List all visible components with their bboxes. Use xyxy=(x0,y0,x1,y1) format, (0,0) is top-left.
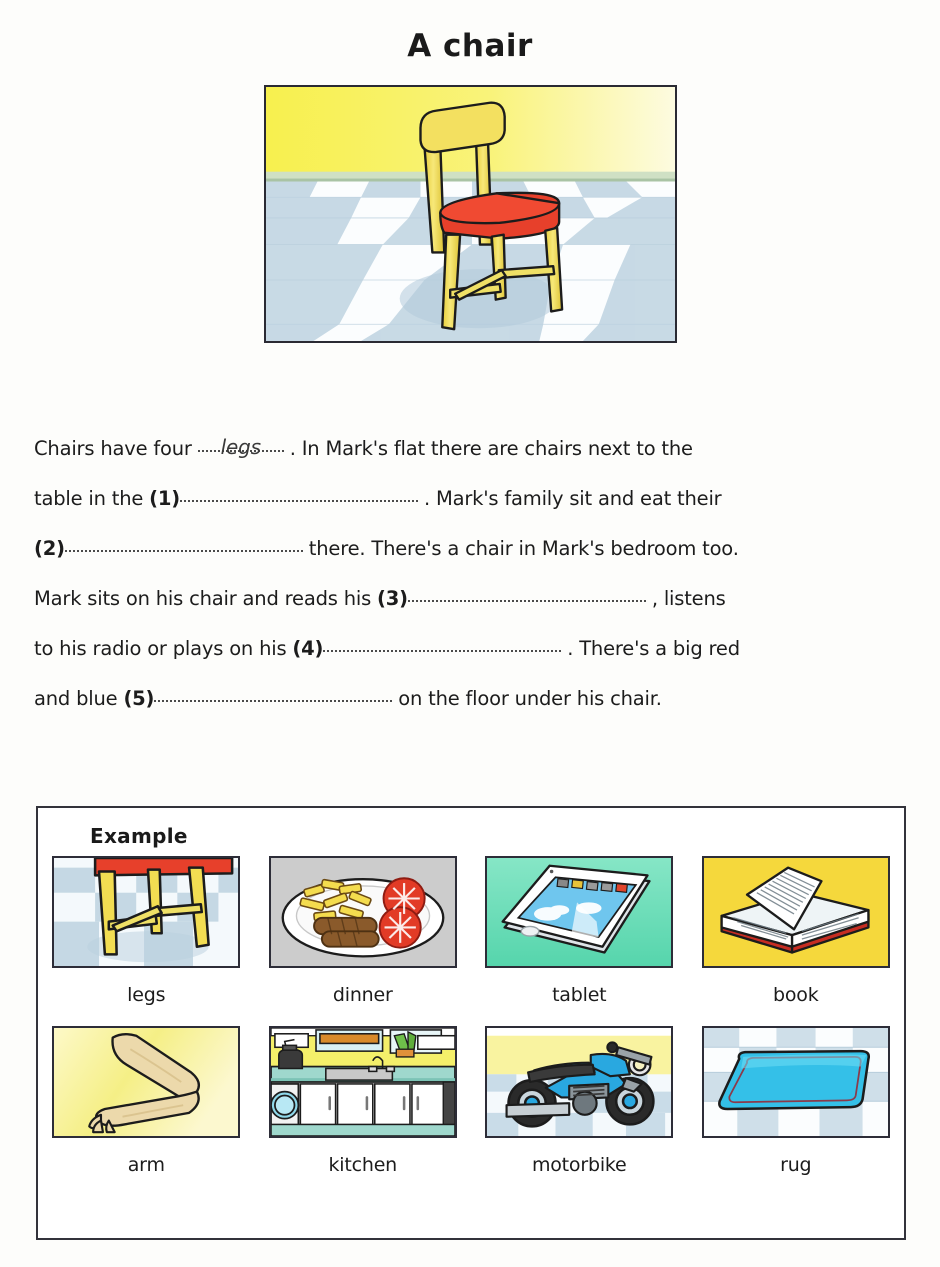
line6-text-b: on the floor under his chair. xyxy=(392,687,662,710)
word-bank-label: arm xyxy=(127,1154,165,1176)
line6-text-a: and blue xyxy=(34,687,124,710)
word-bank-label: book xyxy=(772,984,819,1006)
chair-illustration xyxy=(264,85,677,343)
arm-icon xyxy=(52,1026,240,1138)
word-bank-item-legs[interactable] xyxy=(38,856,255,1026)
blank-number-5: (5) xyxy=(123,687,155,710)
word-bank-label: rug xyxy=(780,1154,812,1176)
word-bank-label: motorbike xyxy=(531,1154,627,1176)
word-bank-label: kitchen xyxy=(328,1154,398,1176)
cloze-paragraph xyxy=(34,423,906,724)
word-bank-grid xyxy=(38,856,904,1196)
dinner-plate-icon xyxy=(269,856,457,968)
word-bank-label: dinner xyxy=(332,984,393,1006)
line4-text-b: , listens xyxy=(645,587,726,610)
line3-text-a: there. There's a chair in Mark's bedroom too. xyxy=(302,537,739,560)
blank-field-4[interactable] xyxy=(323,650,561,652)
word-bank-label: legs xyxy=(127,984,166,1006)
handwritten-answer: legs xyxy=(220,435,261,459)
paragraph-line-4 xyxy=(34,574,906,624)
blank-number-2: (2) xyxy=(34,537,65,560)
word-bank-item-tablet[interactable] xyxy=(471,856,688,1026)
paragraph-line-3 xyxy=(34,524,906,574)
word-bank-item-rug[interactable] xyxy=(688,1026,905,1196)
word-bank-item-dinner[interactable] xyxy=(255,856,472,1026)
line2-text-a: table in the xyxy=(34,487,150,510)
blank-field-2[interactable] xyxy=(65,550,303,552)
word-bank-label: tablet xyxy=(552,984,607,1006)
line5-text-b: . There's a big red xyxy=(561,637,740,660)
page-title: A chair xyxy=(407,28,533,64)
paragraph-line-1 xyxy=(34,423,906,474)
word-bank-item-motorbike[interactable] xyxy=(471,1026,688,1196)
blank-number-1: (1) xyxy=(149,487,180,510)
kitchen-icon xyxy=(269,1026,457,1138)
open-book-icon xyxy=(702,856,890,968)
word-bank-item-arm[interactable] xyxy=(38,1026,255,1196)
chair-illustration-svg xyxy=(266,87,675,341)
line1-text-a: Chairs have four xyxy=(34,437,198,460)
blank-field-1[interactable] xyxy=(180,500,418,502)
blank-number-4: (4) xyxy=(292,637,324,660)
rug-icon xyxy=(702,1026,890,1138)
word-bank xyxy=(36,806,906,1240)
motorbike-icon xyxy=(485,1026,673,1138)
paragraph-line-2 xyxy=(34,474,906,524)
tablet-icon xyxy=(485,856,673,968)
paragraph-line-5 xyxy=(34,624,906,674)
word-bank-item-book[interactable] xyxy=(688,856,905,1026)
blank-field-3[interactable] xyxy=(408,600,646,602)
word-bank-item-kitchen[interactable] xyxy=(255,1026,472,1196)
line1-text-b: . In Mark's flat there are chairs next to the xyxy=(283,437,693,460)
blank-number-3: (3) xyxy=(377,587,408,610)
line5-text-a: to his radio or plays on his xyxy=(34,637,293,660)
word-bank-heading: Example xyxy=(90,824,188,848)
paragraph-line-6 xyxy=(34,674,906,724)
line2-text-b: . Mark's family sit and eat their xyxy=(417,487,722,510)
blank-field-5[interactable] xyxy=(154,700,392,702)
answer-example-legs xyxy=(198,423,284,473)
line4-text-a: Mark sits on his chair and reads his xyxy=(34,587,378,610)
chair-legs-icon xyxy=(52,856,240,968)
